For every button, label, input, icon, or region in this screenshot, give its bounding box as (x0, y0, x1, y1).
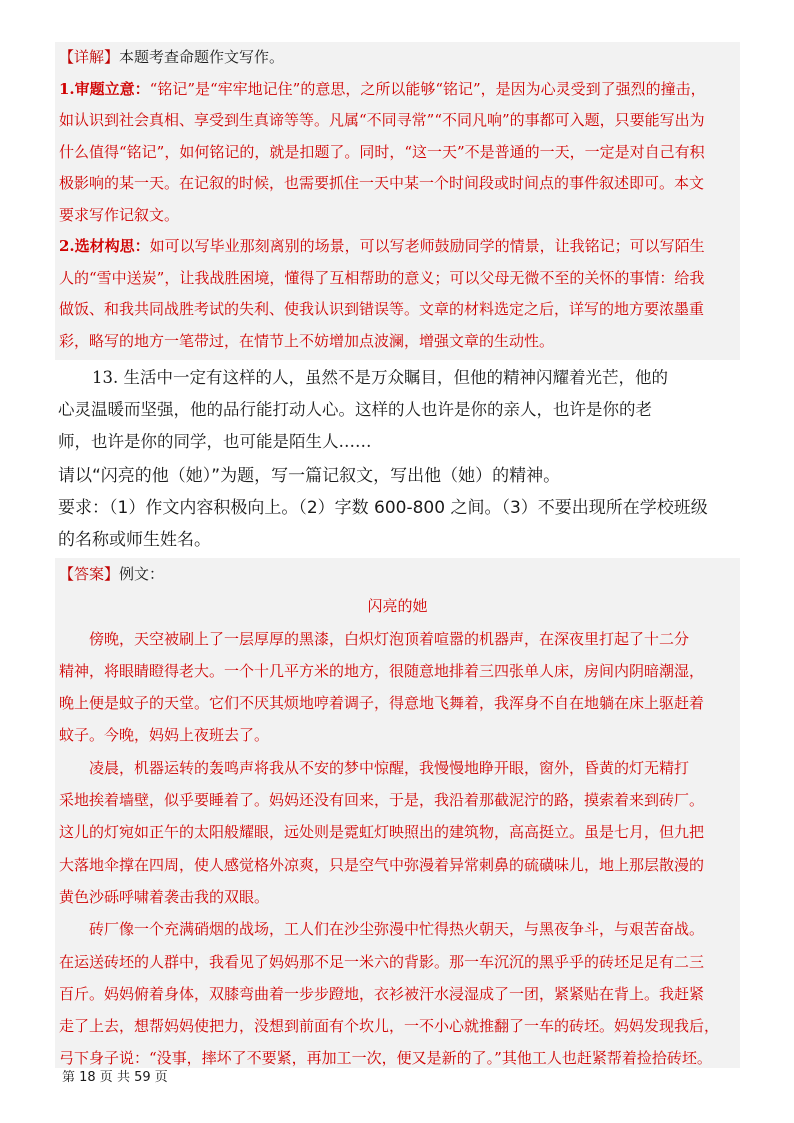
question-line: 师，也许是你的同学，也可能是陌生人…… (58, 432, 372, 451)
requirement-line: 要求：（1）作文内容积极向上。（2）字数 600-800 之间。（3）不要出现所在学校班级 (58, 498, 708, 518)
essay-line: 蚊子。今晚，妈妈上夜班去了。 (59, 726, 270, 745)
essay-line: 精神，将眼睛瞪得老大。一个十几平方米的地方，很随意地排着三四张单人床，房间内阴暗潮湿， (59, 661, 705, 680)
essay-line: 凌晨，机器运转的轰鸣声将我从不安的梦中惊醒，我慢慢地睁开眼，窗外，昏黄的灯无精打 (89, 758, 690, 777)
p1-label: 1.审题立意： (59, 79, 150, 98)
page-footer: 第 18 页 共 59 页 (62, 1070, 168, 1085)
essay-line: 大落地伞撑在四周，使人感觉格外凉爽，只是空气中弥漫着异常刺鼻的硫磺味儿，地上那层散漫的 (59, 855, 705, 874)
analysis-line: 如认识到社会真相、享受到生真谛等等。凡属“不同寻常”“不同凡响”的事都可入题，只要能写出为 (59, 111, 705, 129)
analysis-line: 人的“雪中送炭”，让我战胜困境，懂得了互相帮助的意义；可以父母无微不至的关怀的事情：给我 (59, 268, 705, 287)
essay-line: 砖厂像一个充满硝烟的战场，工人们在沙尘弥漫中忙得热火朝天，与黑夜争斗，与艰苦奋战。 (89, 920, 705, 939)
question-line: 心灵温暖而坚强，他的品行能打动人心。这样的人也许是你的亲人，也许是你的老 (58, 400, 652, 419)
analysis-line: 2.选材构思：如可以写毕业那刻离别的场景，可以写老师鼓励同学的情景，让我铭记；可以写陌生 (59, 237, 705, 255)
essay-line: 晚上便是蚊子的天堂。它们不厌其烦地哼着调子，得意地飞舞着，我浑身不自在地躺在床上驱赶着 (59, 694, 705, 713)
essay-line: 在运送砖坯的人群中，我看见了妈妈那不足一米六的背影。那一车沉沉的黑乎乎的砖坯足足有二三 (59, 952, 705, 971)
analysis-line: 做饭、和我共同战胜考试的失利、使我认识到错误等。文章的材料选定之后，详写的地方要浓墨重 (59, 300, 705, 318)
answer-section (55, 558, 740, 1068)
question-line: 13. 生活中一定有这样的人，虽然不是万众瞩目，但他的精神闪耀着光芒，他的 (92, 368, 668, 387)
requirement-line: 的名称或师生姓名。 (58, 530, 211, 550)
answer-heading (59, 558, 736, 590)
essay-title: 闪亮的她 (367, 597, 428, 616)
detail-tag: 【详解】 (59, 48, 120, 66)
essay-line: 这儿的灯宛如正午的太阳般耀眼，远处则是霓虹灯映照出的建筑物，高高挺立。虽是七月，但九把 (59, 823, 705, 842)
essay-line: 采地挨着墙壁，似乎要睡着了。妈妈还没有回来，于是，我沿着那截泥泞的路，摸索着来到砖厂。 (59, 791, 705, 810)
essay-line: 黄色沙砾呼啸着袭击我的双眼。 (59, 887, 270, 906)
analysis-intro: 本题考查命题作文写作。 (119, 48, 285, 66)
essay-line: 傍晚，天空被刷上了一层厚厚的黑漆，白炽灯泡顶着喧嚣的机器声，在深夜里打起了十二分 (89, 629, 690, 648)
essay-line: 走了上去，想帮妈妈使把力，没想到前面有个坎儿，一不小心就推翻了一车的砖坯。妈妈发现我后， (59, 1017, 720, 1036)
answer-intro: 例文： (119, 565, 165, 583)
analysis-heading (59, 42, 736, 74)
essay-line: 弓下身子说：“没事，摔坏了不要紧，再加工一次，便又是新的了。”其他工人也赶紧帮着捡拾砖坯。 (59, 1049, 712, 1068)
analysis-line: 什么值得“铭记”，如何铭记的，就是扣题了。同时，“这一天”不是普通的一天，一定是对自己有积 (59, 142, 705, 161)
analysis-line: 要求写作记叙文。 (59, 205, 180, 224)
answer-tag: 【答案】 (59, 565, 120, 583)
analysis-line: 1.审题立意：“铭记”是“牢牢地记住”的意思，之所以能够“铭记”，是因为心灵受到了强烈的撞击， (59, 79, 706, 98)
p2-label: 2.选材构思： (59, 237, 150, 255)
question-prompt: 请以“闪亮的他（她）”为题，写一篇记叙文，写出他（她）的精神。 (58, 466, 561, 486)
analysis-line: 彩，略写的地方一笔带过，在情节上不妨增加点波澜，增强文章的生动性。 (59, 331, 555, 350)
analysis-line: 极影响的某一天。在记叙的时候，也需要抓住一天中某一个时间段或时间点的事件叙述即可。本文 (59, 174, 705, 192)
analysis-section (55, 42, 740, 360)
essay-line: 百斤。妈妈俯着身体，双膝弯曲着一步步蹬地，衣衫被汗水浸湿成了一团，紧紧贴在背上。我赶紧 (59, 984, 705, 1003)
